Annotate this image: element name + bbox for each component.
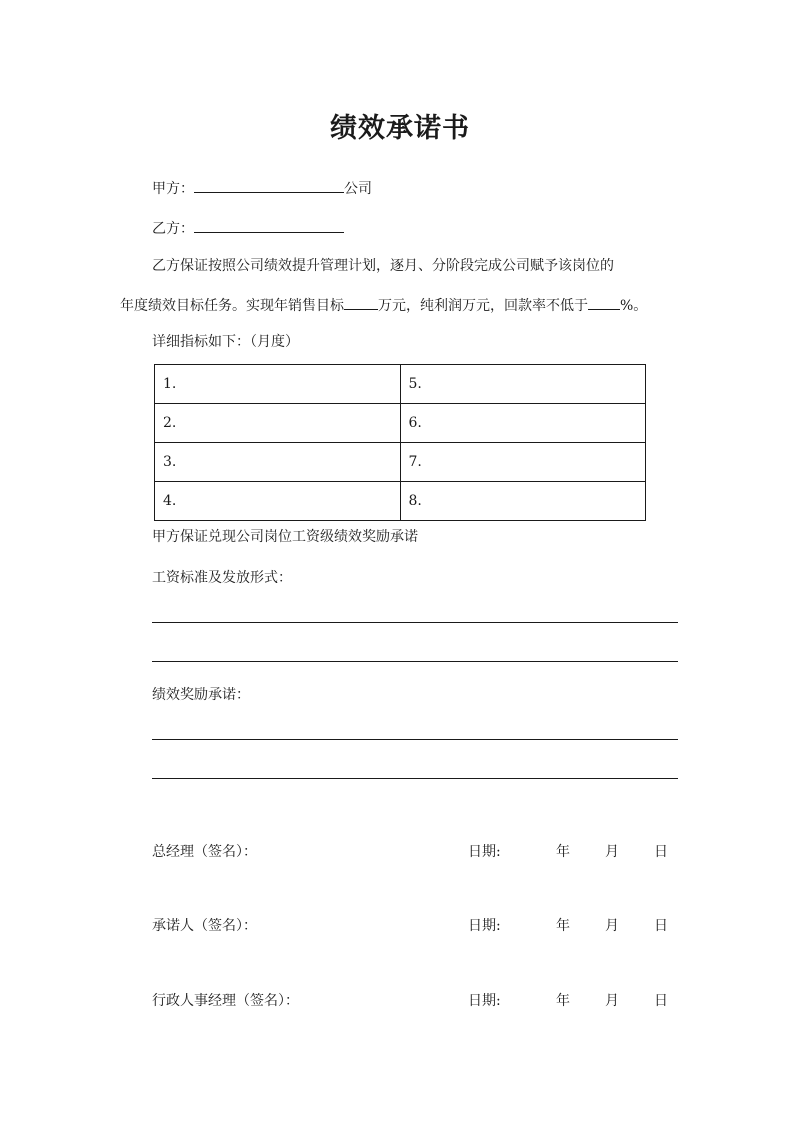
date-year: 年 (556, 993, 570, 1009)
body-line-2-part2: 万元，纯利润万元，回款率不低于 (378, 298, 588, 314)
page-title: 绩效承诺书 (330, 113, 470, 144)
party-b-name-blank[interactable] (194, 216, 344, 233)
indicators-table (154, 364, 646, 521)
indicator-cell[interactable]: 2. (155, 404, 401, 443)
indicators-label: 详细指标如下：（月度） (152, 334, 299, 350)
bonus-label: 绩效奖励承诺： (152, 687, 250, 703)
body-line-2-part3: %。 (620, 298, 648, 314)
party-a-label: 甲方： (152, 181, 194, 197)
indicator-cell[interactable]: 5. (400, 365, 646, 404)
date-month: 月 (605, 844, 619, 860)
date-day: 日 (654, 844, 668, 860)
table-row (155, 404, 646, 443)
date-year: 年 (556, 844, 570, 860)
date-label: 日期: (468, 918, 501, 934)
signature-role: 行政人事经理（签名）： (152, 993, 299, 1009)
date-month: 月 (605, 993, 619, 1009)
sales-target-blank[interactable] (344, 293, 378, 310)
signature-role: 承诺人（签名）： (152, 918, 257, 934)
salary-line-1[interactable] (152, 622, 678, 623)
party-a-suffix: 公司 (344, 181, 372, 197)
party-b-line (152, 216, 344, 238)
bonus-line-1[interactable] (152, 739, 678, 740)
date-day: 日 (654, 993, 668, 1009)
salary-line-2[interactable] (152, 661, 678, 662)
indicator-cell[interactable]: 3. (155, 443, 401, 482)
date-year: 年 (556, 918, 570, 934)
party-a-name-blank[interactable] (194, 176, 344, 193)
bonus-line-2[interactable] (152, 778, 678, 779)
indicator-cell[interactable]: 6. (400, 404, 646, 443)
party-b-label: 乙方： (152, 221, 194, 237)
indicator-cell[interactable]: 7. (400, 443, 646, 482)
body-line-2 (120, 293, 647, 315)
date-day: 日 (654, 918, 668, 934)
indicator-cell[interactable]: 4. (155, 482, 401, 521)
indicator-cell[interactable]: 8. (400, 482, 646, 521)
date-month: 月 (605, 918, 619, 934)
promise-intro: 甲方保证兑现公司岗位工资级绩效奖励承诺 (152, 529, 418, 545)
date-label: 日期: (468, 844, 501, 860)
salary-label: 工资标准及发放形式： (152, 570, 292, 586)
body-line-2-part1: 年度绩效目标任务。实现年销售目标 (120, 298, 344, 314)
party-a-line (152, 176, 372, 198)
collection-rate-blank[interactable] (588, 293, 620, 310)
table-row (155, 443, 646, 482)
date-label: 日期: (468, 993, 501, 1009)
body-line-1: 乙方保证按照公司绩效提升管理计划，逐月、分阶段完成公司赋予该岗位的 (152, 258, 614, 274)
table-row (155, 365, 646, 404)
signature-role: 总经理（签名）： (152, 844, 257, 860)
table-row (155, 482, 646, 521)
indicator-cell[interactable]: 1. (155, 365, 401, 404)
